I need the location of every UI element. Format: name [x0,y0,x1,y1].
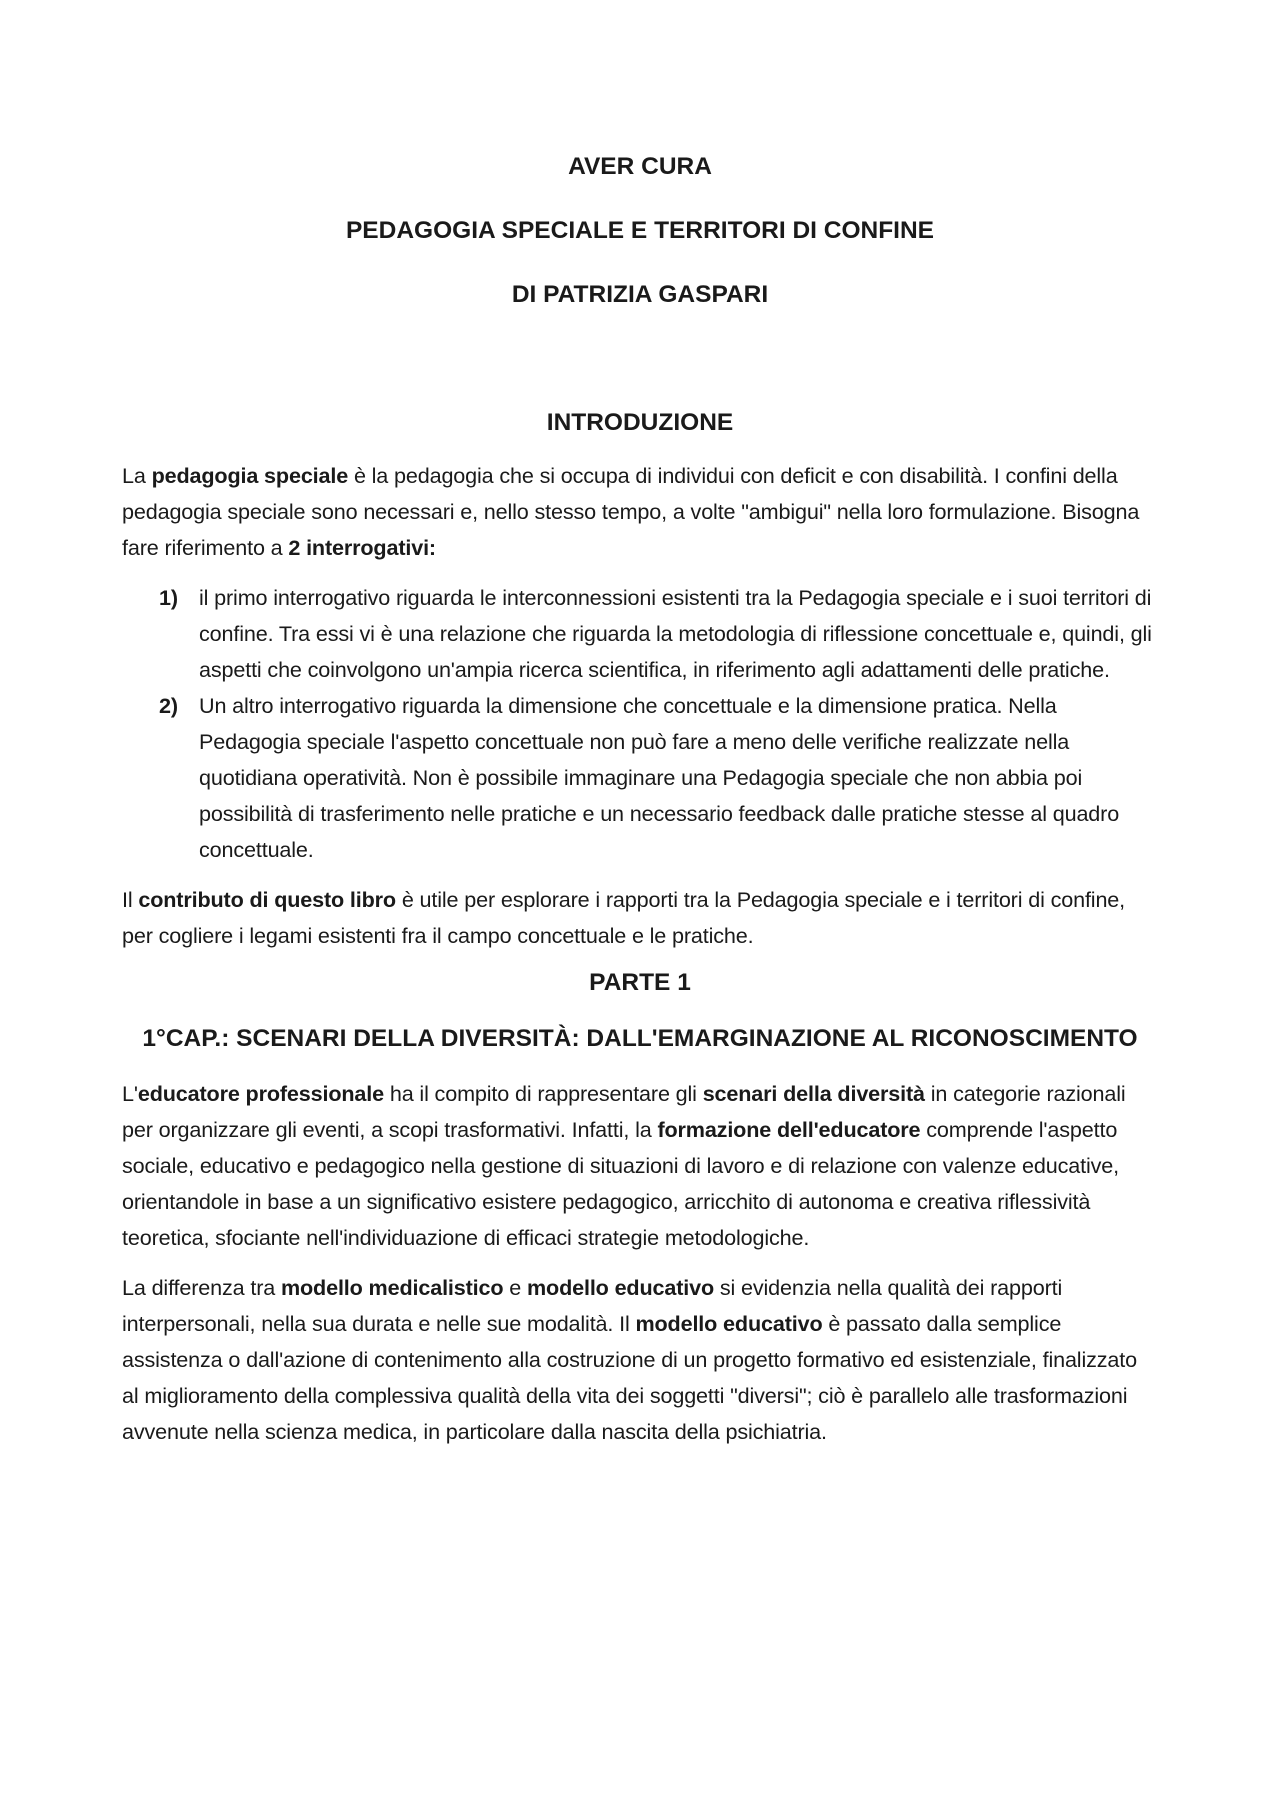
introduction-heading: INTRODUZIONE [546,409,734,436]
chapter-paragraph-2 [122,1270,1158,1450]
text-run: La differenza tra [122,1275,281,1300]
list-item [122,580,1158,688]
text-run: e [503,1275,527,1300]
bold-term: modello educativo [635,1311,823,1336]
introduction-paragraph-2 [122,882,1158,954]
list-item-text: Un altro interrogativo riguarda la dimensione che concettuale e la dimensione pratica. Nella Pedagogia speciale l'aspetto concettuale non può fare a meno delle verifiche realizzate nella quotidiana operatività. Non è possibile immaginare una Pedagogia speciale che non abbia poi possibilità di trasferimento nelle pratiche e un necessario feedback dalle pratiche stesse al quadro concettuale. [199,693,1120,862]
list-number: 2) [159,693,178,718]
text-run: La [122,463,152,488]
chapter-paragraph-1 [122,1076,1158,1256]
bold-term: formazione dell'educatore [657,1117,921,1142]
text-run: Il [122,887,139,912]
document-author: DI PATRIZIA GASPARI [511,281,769,308]
text-run: comprende l'aspetto sociale, educativo e pedagogico nella gestione di situazioni di lavoro e di relazione con valenze educative, orientandole in base a un significativo esistere pedagogico, arricchito di autonoma e creativa riflessività teoretica, sfociante nell'individuazione di efficaci strategie metodologiche. [122,1117,1119,1250]
bold-term: modello educativo [526,1275,715,1300]
document-title: AVER CURA [568,153,712,180]
bold-term: scenari della diversità [702,1081,925,1106]
chapter-heading: 1°CAP.: SCENARI DELLA DIVERSITÀ: DALL'EMARGINAZIONE AL RICONOSCIMENTO [142,1025,1138,1052]
text-run: è la pedagogia che si occupa di individui con deficit e con disabilità. I confini della pedagogia speciale sono necessari e, nello stesso tempo, a volte "ambigui" nella loro formulazione. Bisogna fare riferimento a [122,463,1140,560]
bold-term: pedagogia speciale [151,463,349,488]
list-number: 1) [159,585,178,610]
introduction-paragraph-1 [122,458,1158,566]
text-run: ha il compito di rappresentare gli [384,1081,703,1106]
bold-term: modello medicalistico [280,1275,504,1300]
list-item-text: il primo interrogativo riguarda le interconnessioni esistenti tra la Pedagogia speciale e i suoi territori di confine. Tra essi vi è una relazione che riguarda la metodologia di riflessione concettuale e, quindi, gli aspetti che coinvolgono un'ampia ricerca scientifica, in riferimento agli adattamenti delle pratiche. [199,585,1152,682]
text-run: è utile per esplorare i rapporti tra la Pedagogia speciale e i territori di confine, per cogliere i legami esistenti fra il campo concettuale e le pratiche. [122,887,1126,948]
bold-term: contributo di questo libro [138,887,396,912]
text-run: è passato dalla semplice assistenza o dall'azione di contenimento alla costruzione di un progetto formativo ed esistenziale, finalizzato al miglioramento della complessiva qualità della vita dei soggetti "diversi"; ciò è parallelo alle trasformazioni avvenute nella scienza medica, in particolare dalla nascita della psichiatria. [122,1311,1137,1444]
text-run: in categorie razionali per organizzare gli eventi, a scopi trasformativi. Infatti, la [122,1081,1126,1142]
list-item [122,688,1158,868]
text-run: si evidenzia nella qualità dei rapporti interpersonali, nella sua durata e nelle sue modalità. Il [122,1275,1063,1336]
document-subtitle: PEDAGOGIA SPECIALE E TERRITORI DI CONFINE [345,217,935,244]
part-heading: PARTE 1 [589,969,691,996]
interrogatives-list [122,580,1158,868]
bold-term: educatore professionale [137,1081,384,1106]
text-run: L' [122,1081,138,1106]
bold-term: 2 interrogativi: [288,535,436,560]
